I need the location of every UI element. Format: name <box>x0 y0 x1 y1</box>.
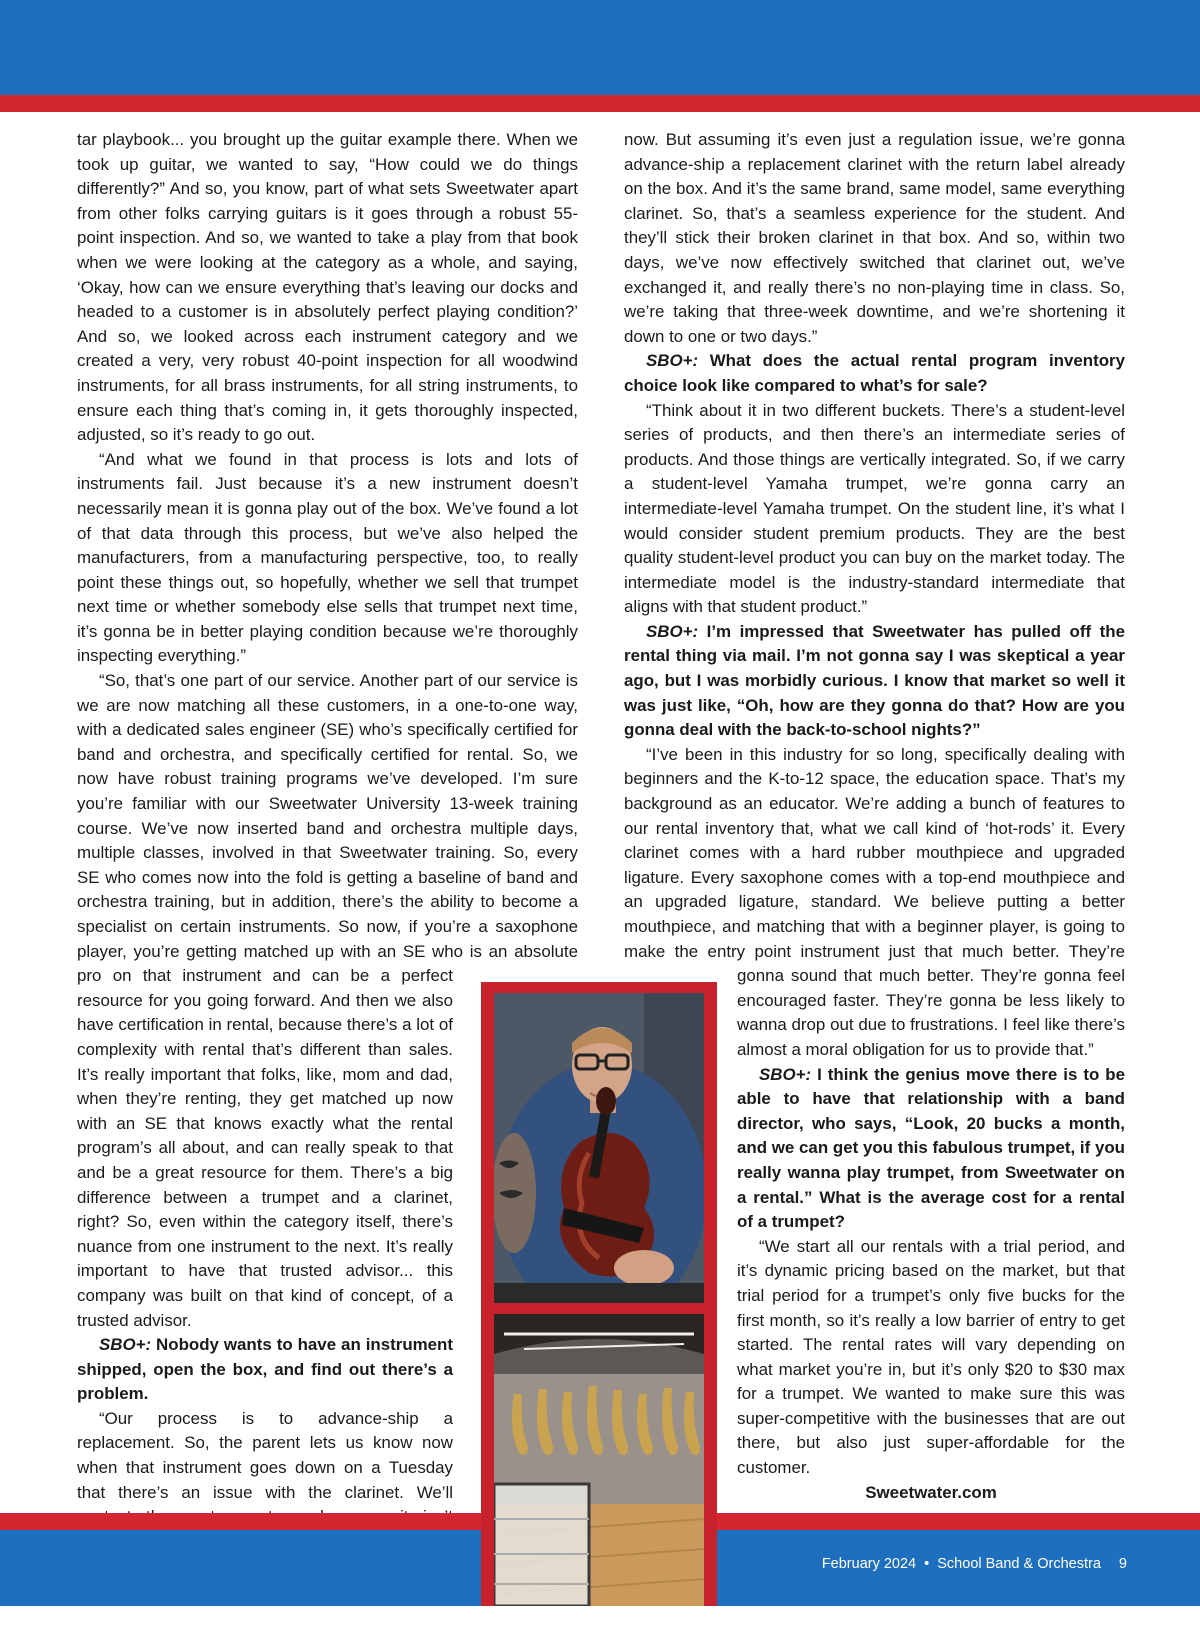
issue-date: February 2024 <box>821 1556 917 1572</box>
website-signoff: Sweetwater.com <box>865 1482 997 1502</box>
page-number: 9 <box>1118 1556 1127 1572</box>
sbo-tag: SBO+: <box>646 621 699 641</box>
interview-question <box>624 349 1125 398</box>
paragraph: now. But assuming it’s even just a regulation issue, we’re gonna advance-ship a replacement clarinet with the return label already on the box. And it’s the same brand, same model, same everything clarinet. So, that’s a seamless experience for the student. And they’ll stick their broken clarinet in that box. And so, within two days, we’ve now effectively switched that clarinet out, we’ve exchanged it, and really there’s no non-playing time in class. So, we’re taking that three-week downtime, and we’re shortening it down to one or two days.” <box>624 130 1125 346</box>
photo-saxophone-showroom <box>494 1314 704 1606</box>
question-text: What does the actual rental program inventory choice look like compared to what’s for sale? <box>624 351 1125 395</box>
question-text: I think the genius move there is to be able to have that relationship with a band director, who says, “Look, 20 bucks a month, and we can get you this fabulous trumpet, if you really wanna play trumpet, from Sweetwater on a rental.” What is the average cost for a rental of a trumpet? <box>737 1064 1125 1232</box>
sbo-tag: SBO+: <box>646 351 699 371</box>
photo-man-with-violin <box>494 993 704 1303</box>
paragraph: tar playbook... you brought up the guitar example there. When we took up guitar, we wanted to say, “How could we do things differently?” And so, you know, part of what sets Sweetwater apart from other folks carrying guitars is it goes through a robust 55-point inspection. And so, we wanted to take a play from that book when we were looking at the category as a whole, and saying, ‘Okay, how can we ensure everything that’s leaving our docks and headed to a customer is in absolutely perfect playing condition?’ And so, we looked across each instrument category and we created a very, very robust 40-point inspection for all woodwind instruments, for all brass instruments, for all string instruments, to ensure each thing that’s coming in, it gets thoroughly inspected, adjusted, so it’s ready to go out. <box>77 130 578 445</box>
paragraph: “And what we found in that process is lots and lots of instruments fail. Just because it’s a new instrument doesn’t necessarily mean it is gonna play out of the box. We’ve found a lot of that data through this process, but we’ve also helped the manufacturers, from a manufacturing perspective, too, to really point these things out, so hopefully, whether we sell that trumpet next time or whether somebody else sells that trumpet next time, it’s gonna be in better playing condition because we’re thoroughly inspecting everything.” <box>77 449 578 666</box>
question-text: I’m impressed that Sweetwater has pulled off the rental thing via mail. I’m not gonna say I was skeptical a year ago, but I was morbidly curious. I know that market so well it was just like, “Oh, how are they gonna do that? How are you gonna deal with the back-to-school nights?” <box>624 621 1125 740</box>
sbo-tag: SBO+: <box>99 1335 152 1355</box>
publication-name: School Band & Orchestra <box>937 1556 1101 1572</box>
paragraph: “Our process is to advance-ship a replacement. So, the parent lets us know now when that instrument goes down on a Tuesday that there’s an issue with the clarinet. We’ll <box>77 1408 453 1502</box>
page-footer <box>818 1556 1127 1572</box>
paragraph: “I’ve been in this industry for so long, specifically dealing with beginners and the K-to-12 space, the education space. That’s my background as an educator. We’re adding a bunch of features to our rental inventory that, what we call kind of ‘hot-rods’ it. Every clarinet comes with a hard rubber mouthpiece and upgraded ligature. Every saxophone comes with a top-end mouthpiece and an upgraded ligature, standard. We believe putting a better mouthpiece, and matching that with a beginner player, is going to make the entry point instrument just that much better. They’re gonna sound that much better. They’re gonna feel encouraged faster. They’re gonna be less likely to wanna drop out due to frustrations. I feel like there’s almost a moral obligation for us to provide that.” <box>624 744 1125 1059</box>
paragraph: “Think about it in two different buckets. There’s a student-level series of products, and then there’s an intermediate series of products. And those things are vertically integrated. So, if we carry a student-level Yamaha trumpet, we’re gonna carry an intermediate-level Yamaha trumpet. On the student line, it’s what I would consider student premium products. They are the best quality student-level product you can buy on the market today. The intermediate model is the industry-standard intermediate that aligns with that student product.” <box>624 400 1125 617</box>
sbo-tag: SBO+: <box>759 1064 812 1084</box>
top-red-stripe <box>0 95 1200 112</box>
paragraph: “We start all our rentals with a trial period, and it’s dynamic pricing based on the market, but that trial period for a trumpet’s only five bucks for the first month, so it’s really a low barrier of entry to get started. The rental rates will vary depending on what market you’re in, but it’s only $20 to $30 max for a trumpet. We wanted to make sure this was super-competitive with the businesses that are out there, but also just super-affordable for the customer. <box>737 1236 1125 1478</box>
footer-separator: • <box>924 1556 930 1572</box>
top-blue-band <box>0 0 1200 95</box>
showroom-photo-illustration <box>494 1314 704 1606</box>
interview-question <box>624 620 1125 743</box>
violin-photo-illustration <box>494 993 704 1303</box>
question-text: Nobody wants to have an instrument shipped, open the box, and find out there’s a problem. <box>77 1335 453 1404</box>
paragraph: “So, that’s one part of our service. Another part of our service is we are now matching all these customers, in a one-to-one way, with a dedicated sales engineer (SE) who’s specifically certified for band and orchestra, and specifically certified for rental. So, we now have robust training programs we’ve developed. I’m sure you’re familiar with our Sweetwater University 13-week training course. We’ve now inserted band and orchestra multiple days, multiple classes, involved in that Sweetwater training. So, every SE who comes now into the fold is getting a baseline of band and orchestra training, but in addition, there’s the ability to become a specialist on certain instruments. So now, if you’re a saxophone player, you’re getting matched up with an SE who is an absolute pro on that instrument and can be a perfect resource for you going forward. And then we also have certification in rental, because there’s a lot of complexity with rental that’s different than sales. It’s really important that folks, like, mom and dad, when they’re renting, they get matched up now with an SE that knows exactly what the rental program’s all about, and can really speak to that and be a great resource for them. There’s a big difference between a trumpet and a clarinet, right? So, even within the category itself, there’s nuance from one instrument to the next. It’s really important to have that trusted advisor... this company was built on that kind of concept, of a trusted advisor. <box>77 671 578 1330</box>
